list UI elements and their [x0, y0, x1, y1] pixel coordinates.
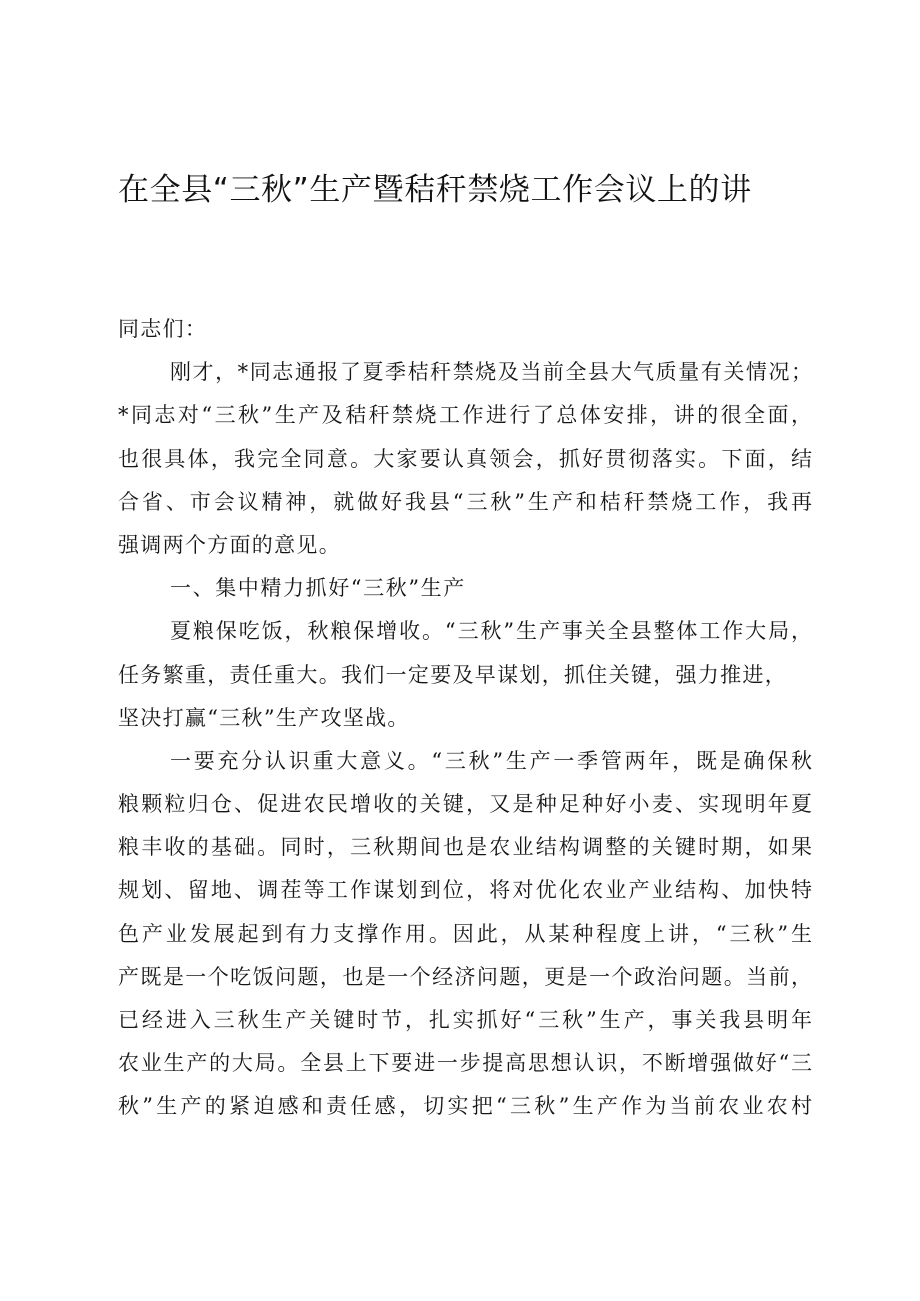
document-title: 在全县“三秋”生产暨秸秆禁烧工作会议上的讲 — [118, 172, 752, 208]
document-body — [118, 308, 812, 1129]
paragraph-section-intro — [118, 610, 812, 740]
paragraph-line: 刚才，*同志通报了夏季桔秆禁烧及当前全县大气质量有关情况； — [170, 360, 812, 385]
paragraph-line: 合省、市会议精神，就做好我县“三秋”生产和桔秆禁烧工作，我再 — [118, 489, 812, 514]
paragraph-opening — [118, 351, 812, 567]
paragraph-line: 粮丰收的基础。同时，三秋期间也是农业结构调整的关键时期，如果 — [118, 835, 812, 860]
paragraph-line: 色产业发展起到有力支撑作用。因此，从某种程度上讲，“三秋”生 — [118, 921, 812, 946]
paragraph-line: 任务繁重，责任重大。我们一定要及早谋划，抓住关键，强力推进， — [118, 662, 787, 687]
paragraph-line: 夏粮保吃饭，秋粮保增收。“三秋”生产事关全县整体工作大局， — [170, 619, 812, 644]
paragraph-line: 也很具体，我完全同意。大家要认真领会，抓好贯彻落实。下面，结 — [118, 446, 812, 471]
section-heading: 一、集中精力抓好“三秋”生产 — [170, 576, 466, 601]
paragraph-line: 秋”生产的紧迫感和责任感，切实把“三秋”生产作为当前农业农村 — [118, 1094, 812, 1119]
paragraph-line: *同志对“三秋”生产及秸秆禁烧工作进行了总体安排，讲的很全面， — [118, 403, 812, 428]
paragraph-line: 规划、留地、调茬等工作谋划到位，将对优化农业产业结构、加快特 — [118, 878, 812, 903]
paragraph-line: 产既是一个吃饭问题，也是一个经济问题，更是一个政治问题。当前， — [118, 964, 812, 989]
paragraph-line: 粮颗粒归仓、促进农民增收的关键，又是种足种好小麦、实现明年夏 — [118, 792, 812, 817]
paragraph-line: 坚决打赢“三秋”生产攻坚战。 — [118, 705, 410, 730]
paragraph-line: 一要充分认识重大意义。“三秋”生产一季管两年，既是确保秋 — [170, 748, 812, 773]
paragraph-line: 强调两个方面的意见。 — [118, 532, 341, 557]
paragraph-significance — [118, 740, 812, 1129]
paragraph-line: 农业生产的大局。全县上下要进一步提高思想认识，不断增强做好“三 — [118, 1051, 812, 1076]
paragraph-line: 已经进入三秋生产关键时节，扎实抓好“三秋”生产，事关我县明年 — [118, 1008, 812, 1032]
salutation: 同志们： — [118, 317, 208, 341]
